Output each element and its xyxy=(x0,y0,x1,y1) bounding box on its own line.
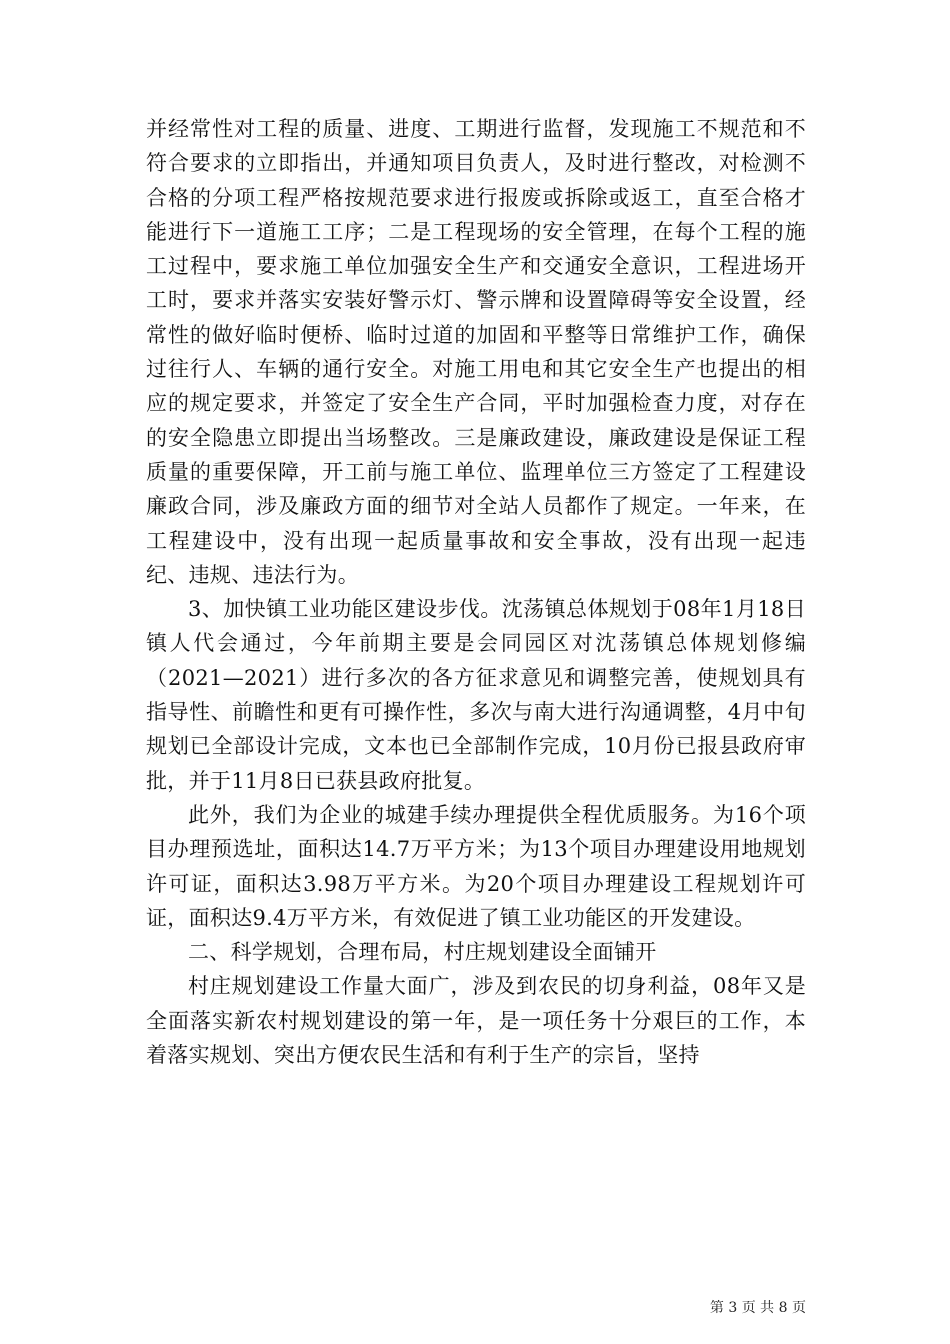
paragraph-industrial-zone: 3、加快镇工业功能区建设步伐。沈荡镇总体规划于08年1月18日镇人代会通过，今年前期主要是会同园区对沈荡镇总体规划修编（2021—2021）进行多次的各方征求意见和调整完善，使规划具有指导性、前瞻性和更有可操作性，多次与南大进行沟通调整，4月中旬规划已全部设计完成，文本也已全部制作完成，10月份已报县政府审批，并于11月8日已获县政府批复。 xyxy=(146,597,806,793)
paragraph-quality-safety: 并经常性对工程的质量、进度、工期进行监督，发现施工不规范和不符合要求的立即指出，并通知项目负责人，及时进行整改，对检测不合格的分项工程严格按规范要求进行报废或拆除或返工，直至合格才能进行下一道施工工序；二是工程现场的安全管理，在每个工程的施工过程中，要求施工单位加强安全生产和交通安全意识，工程进场开工时，要求并落实安装好警示灯、警示牌和设置障碍等安全设置，经常性的做好临时便桥、临时过道的加固和平整等日常维护工作，确保过往行人、车辆的通行安全。对施工用电和其它安全生产也提出的相应的规定要求，并签定了安全生产合同，平时加强检查力度，对存在的安全隐患立即提出当场整改。三是廉政建设，廉政建设是保证工程质量的重要保障，开工前与施工单位、监理单位三方签定了工程建设廉政合同，涉及廉政方面的细节对全站人员都作了规定。一年来，在工程建设中，没有出现一起质量事故和安全事故，没有出现一起违纪、违规、违法行为。 xyxy=(146,117,806,587)
paragraph-permits: 此外，我们为企业的城建手续办理提供全程优质服务。为16个项目办理预选址，面积达14.7万平方米；为13个项目办理建设用地规划许可证，面积达3.98万平方米。为20个项目办理建设工程规划许可证，面积达9.4万平方米，有效促进了镇工业功能区的开发建设。 xyxy=(146,802,806,930)
section-heading-village-planning: 二、科学规划，合理布局，村庄规划建设全面铺开 xyxy=(188,940,657,965)
page-number-label: 第 3 页 共 8 页 xyxy=(709,1300,806,1316)
paragraph-village-planning: 村庄规划建设工作量大面广，涉及到农民的切身利益，08年又是全面落实新农村规划建设的第一年，是一项任务十分艰巨的工作，本着落实规划、突出方便农民生活和有利于生产的宗旨，坚持 xyxy=(146,974,806,1068)
page-number-footer xyxy=(0,1297,806,1317)
document-body xyxy=(146,112,806,1072)
